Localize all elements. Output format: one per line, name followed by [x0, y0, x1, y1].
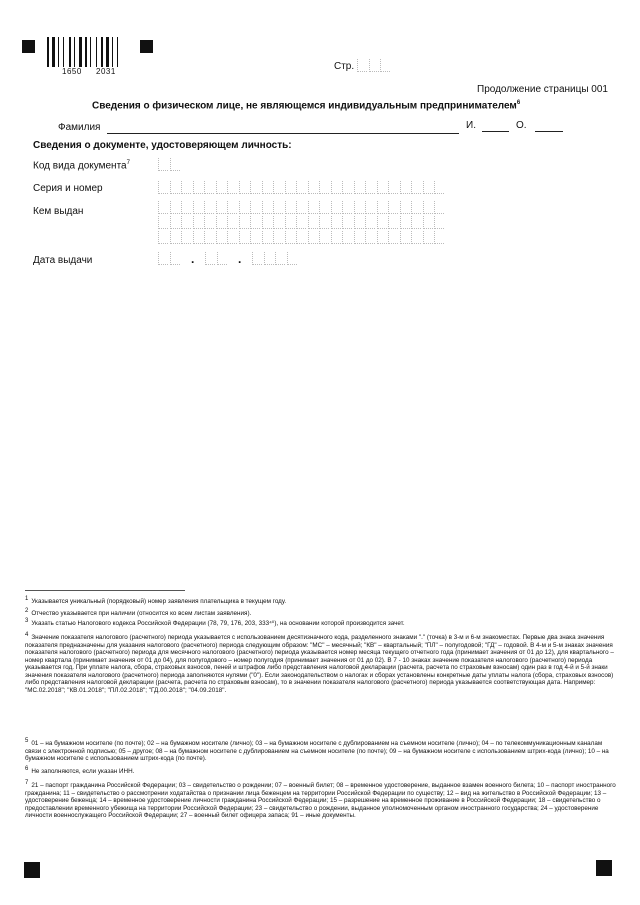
footnote-mark: 1: [25, 596, 29, 602]
middle-initial-field[interactable]: [535, 131, 563, 132]
issue-date-month-cells[interactable]: [205, 252, 227, 265]
page-label: Стр.: [334, 61, 355, 72]
page-number-cells: [357, 59, 390, 72]
surname-label: Фамилия: [58, 122, 101, 133]
first-initial-field[interactable]: [482, 131, 509, 132]
footnote-7: [25, 780, 620, 820]
page-title: [92, 100, 520, 111]
issue-date-label: Дата выдачи: [33, 255, 93, 266]
issue-date-year-cells[interactable]: [252, 252, 297, 265]
footnote-text: Отчество указывается при наличии (относится ко всем листам заявления).: [31, 610, 252, 618]
footnote-3: [25, 618, 620, 628]
registration-marker-bottom-left: [24, 862, 40, 878]
issued-by-label: Кем выдан: [33, 206, 84, 217]
footnote-text: 01 – на бумажном носителе (по почте); 02 – на бумажном носителе (лично); 03 – на бумажном носителе с дублированием на съемном носителе (лично); 04 – по телекоммуникационным каналам связи с электронной подписью; 05 – другое; 08 – на бумажном носителе с дублированием на съемном носителе (по почте); 09 – на бумажном носителе с использованием штрих-кода (лично); 10 – на бумажном носителе с использованием штрих-кода (по почте).: [25, 740, 609, 763]
barcode-number-right: 2031: [96, 67, 116, 76]
footnote-6: [25, 766, 620, 776]
footnote-2: [25, 608, 620, 618]
issue-date-separator-1: .: [191, 252, 195, 266]
registration-marker-top-right: [140, 40, 153, 53]
doc-code-cells[interactable]: [158, 158, 180, 171]
footnote-text: Не заполняются, если указан ИНН.: [31, 768, 135, 776]
footnote-5: [25, 738, 620, 763]
doc-section-heading: Сведения о документе, удостоверяющем личность:: [33, 140, 292, 151]
middle-initial-label: О.: [516, 120, 527, 131]
doc-code-footnote-mark: 7: [126, 160, 130, 166]
footnote-mark: 5: [25, 738, 29, 744]
title-footnote-mark: 6: [516, 100, 521, 106]
series-number-label: Серия и номер: [33, 183, 103, 194]
issue-date-separator-2: .: [238, 252, 242, 266]
issued-by-cells-1[interactable]: [158, 201, 444, 214]
page-title-text: Сведения о физическом лице, не являющемся индивидуальным предпринимателем: [92, 100, 517, 112]
footnote-divider: [25, 590, 185, 591]
doc-code-label: [33, 160, 130, 171]
footnote-mark: 3: [25, 618, 29, 624]
registration-marker-bottom-right: [596, 860, 612, 876]
issued-by-cells-2[interactable]: [158, 216, 444, 229]
registration-marker-top-left: [22, 40, 35, 53]
barcode: [47, 37, 127, 67]
surname-field[interactable]: [107, 133, 459, 134]
issued-by-cells-3[interactable]: [158, 231, 444, 244]
issue-date-day-cells[interactable]: [158, 252, 180, 265]
footnote-mark: 6: [25, 766, 29, 772]
footnote-mark: 7: [25, 780, 29, 786]
continuation-text: Продолжение страницы 001: [477, 84, 608, 95]
footnote-text: Указать статью Налогового кодекса Российской Федерации (78, 79, 176, 203, 333⁴⁰), на основании которой производится зачет.: [31, 620, 405, 628]
series-number-cells[interactable]: [158, 181, 444, 194]
barcode-number-left: 1650: [62, 67, 82, 76]
footnote-mark: 4: [25, 632, 29, 638]
footnote-text: Указывается уникальный (порядковый) номер заявления плательщика в текущем году.: [31, 598, 287, 606]
footnote-1: [25, 596, 620, 606]
footnote-4: [25, 632, 620, 694]
first-initial-label: И.: [466, 120, 476, 131]
footnote-text: 21 – паспорт гражданина Российской Федерации; 03 – свидетельство о рождении; 07 – военный билет; 08 – временное удостоверение, выданное взамен военного билета; 10 – паспорт иностранного гражданина; 11 – свидетельство о рассмотрении ходатайства о признании лица беженцем на территории Российской Федерации по существу; 12 – вид на жительство в Российской Федерации; 13 – удостоверение беженца; 14 – временное удостоверение личности гражданина Российской Федерации; 15 – разрешение на временное проживание в Российской Федерации; 18 – свидетельство о предоставлении временного убежища на территории Российской Федерации; 23 – свидетельство о рождении, выданное уполномоченным органом иностранного государства; 24 – удостоверение личности военнослужащего Российской Федерации; 27 – военный билет офицера запаса; 91 – иные документы.: [25, 782, 616, 820]
footnote-text: Значение показателя налогового (расчетного) периода указывается с использованием десятизначного кода, разделенного знаками "." (точка) в 3-м и 6-м знакоместах. Первые два знака значения показателя предназначены для указания налогового (расчетного) периода следующим образом: "МС" – месячный; "КВ" – квартальный; "ПЛ" – полугодовой; "ГД" – годовой. В 4-м и 5-м знаках значения показателя налогового (расчетного) периода для месячного налогового (расчетного) периода указывается номер месяца текущего отчетного года (принимает значения от 01 до 12), для квартального – номер квартала (принимает значения от 01 до 04), для полугодового – номер полугодия (принимает значения от 01 до 02). В 7 - 10 знаках значение показателя налогового (расчетного) периода указывается год. При уплате налога, сбора, страховых взносов, пеней и штрафов либо представления налоговой декларации (расчета, расчета по страховым взносам) один раз в год 4-й и 5-й знаки значения показателя налогового (расчетного) периода заполняются нулями ("0"). Если законодательством о налогах и сборах установлены конкретные даты уплаты налога (сбора, страховых взносов) либо представления налоговой декларации (расчета, расчета по страховым взносам), то в значении показателя налогового (расчетного) периода указывается соответствующая дата. Например: "МС.02.2018"; "КВ.01.2018"; "ПЛ.02.2018"; "ГД.00.2018"; "04.09.2018".: [25, 634, 614, 694]
footnote-mark: 2: [25, 608, 29, 614]
doc-code-label-text: Код вида документа: [33, 160, 127, 172]
